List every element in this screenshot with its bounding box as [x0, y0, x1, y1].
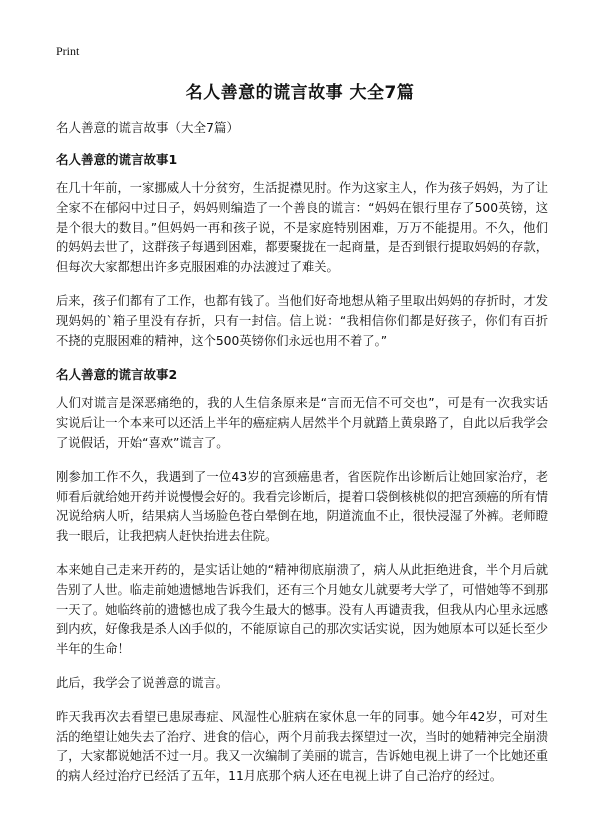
document-title: 名人善意的谎言故事 大全7篇 — [185, 83, 415, 103]
section-heading: 名人善意的谎言故事2 — [56, 367, 178, 383]
paragraph: 刚参加工作不久，我遇到了一位43岁的宫颈癌患者，省医院作出诊断后让她回家治疗，老师看后就给她开药并说慢慢会好的。我看完诊断后，提着口袋倒核桃似的把宫颈癌的所有情况说给病人听，结果病人当场脸色苍白晕倒在地，阴道流血不止，很快浸湿了外裤。老师瞪我一眼后，让我把病人赶快抬进去住院。 — [56, 469, 548, 544]
paragraph: 本来她自己走来开药的，是实话让她的“精神彻底崩溃了，病人从此拒绝进食，半个月后就告别了人世。临走前她遗憾地告诉我们，还有三个月她女儿就要考大学了，可惜她等不到那一天了。她临终前的遗憾也成了我今生最大的憾事。没有人再谴责我，但我从内心里永远感到内疚，好像我是杀人凶手似的，不能原谅自己的那次实话实说，因为她原本可以延长至少半年的生命！ — [56, 562, 548, 657]
paragraph: 在几十年前，一家挪威人十分贫穷，生活捉襟见肘。作为这家主人，作为孩子妈妈，为了让全家不在郁闷中过日子，妈妈则编造了一个善良的谎言：“妈妈在银行里存了500英镑，这是个很大的数目。”但妈妈一再和孩子说，不是家庭特别困难，万万不能提用。不久，他们的妈妈去世了，这群孩子每遇到困难，都要聚拢在一起商量，是否到银行提取妈妈的存款，但每次大家都想出许多克服困难的办法渡过了难关。 — [56, 181, 548, 275]
story-section-2 — [56, 365, 548, 787]
document-body — [56, 118, 548, 801]
print-link[interactable]: Print — [56, 44, 80, 58]
paragraph: 昨天我再次去看望已患尿毒症、风湿性心脏病在家休息一年的同事。她今年42岁，可对生活的绝望让她失去了治疗、进食的信心，两个月前我去探望过一次，当时的她精神完全崩溃了，大家都说她活不过一月。我又一次编制了美丽的谎言，告诉她电视上讲了一个比她还重的病人经过治疗已经活了五年，11月底那个病人还在电视上讲了自己治疗的经过。 — [56, 709, 548, 784]
story-section-1 — [56, 150, 548, 351]
paragraph: 此后，我学会了说善意的谎言。 — [56, 675, 229, 690]
document-subtitle: 名人善意的谎言故事（大全7篇） — [56, 120, 239, 135]
paragraph: 人们对谎言是深恶痛绝的，我的人生信条原来是“言而无信不可交也”，可是有一次我实话实说后让一个本来可以还活上半年的癌症病人居然半个月就踏上黄泉路了，自此以后我学会了说假话，开始“喜欢”谎言了。 — [56, 396, 548, 450]
paragraph: 后来，孩子们都有了工作，也都有钱了。当他们好奇地想从箱子里取出妈妈的存折时，才发现妈妈的`箱子里没有存折，只有一封信。信上说：“我相信你们都是好孩子，你们有百折不挠的克服困难的精神，这个500英镑你们永远也用不着了。” — [56, 293, 548, 348]
section-heading: 名人善意的谎言故事1 — [56, 152, 178, 167]
